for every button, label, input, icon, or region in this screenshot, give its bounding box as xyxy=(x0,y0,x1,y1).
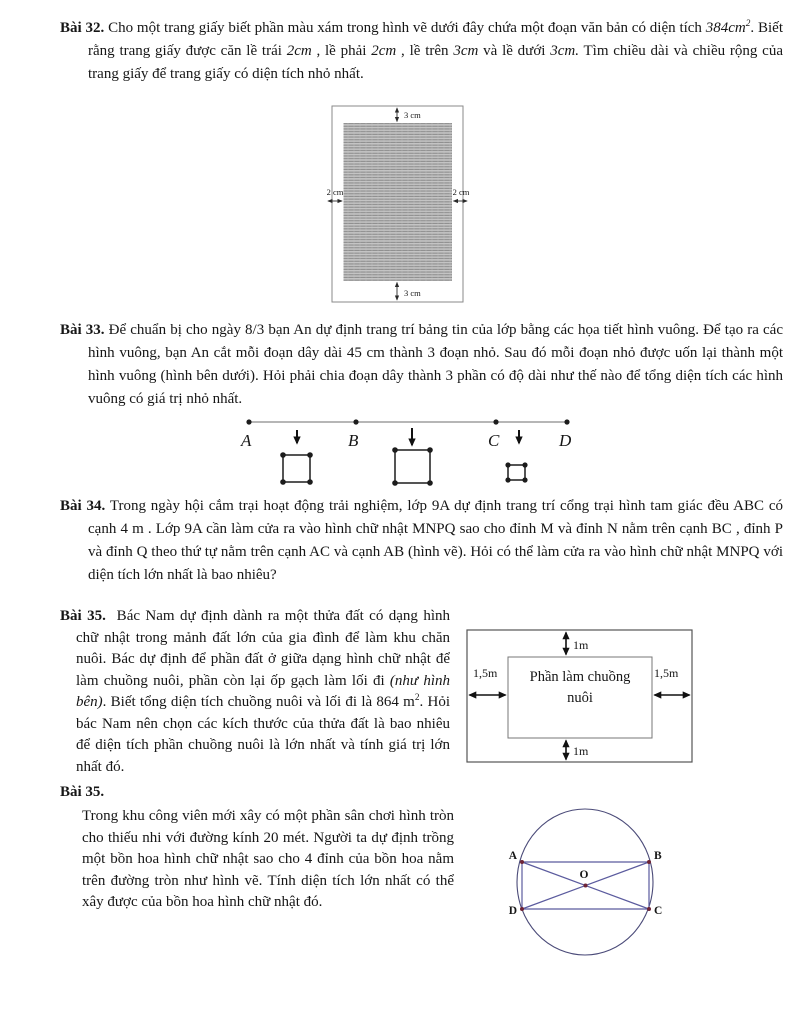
right-gap-label: 1,5m xyxy=(654,666,679,680)
problem-statement-bai-32: Bài 32. Cho một trang giấy biết phần màu xám trong hình vẽ dưới đây chứa một đoạn văn bản có diện tích $384cm^2$. Biết rằng trang giấy được căn lề trái 2cm , lề phải 2cm , lề trên 3cm và lề dưới 3cm. Tìm chiều dài và chiều rộng của trang giấy để trang giấy có diện tích nhỏ nhất. xyxy=(60,19,783,82)
left-gap-label: 1,5m xyxy=(473,666,498,680)
point-a-dot xyxy=(246,419,251,424)
bottom-margin-label: 3 cm xyxy=(404,288,421,298)
problem-statement-bai-35b: Trong khu công viên mới xây có một phần sân chơi hình tròn cho thiếu nhi với đường kính 20 mét. Người ta dự định trồng một bồn hoa hình chữ nhật sao cho 4 đỉnh của bồn hoa nằm trên đường tròn như hình vẽ. Tính diện tích lớn nhất có thể xây được của bồn hoa hình chữ nhật đó. xyxy=(82,808,454,910)
pen-label-line2: nuôi xyxy=(567,690,593,706)
pen-label-line1: Phần làm chuồng xyxy=(529,669,631,685)
vertex-c-dot xyxy=(647,907,651,911)
point-c-label: C xyxy=(488,431,500,450)
point-b-dot xyxy=(353,419,358,424)
square-2 xyxy=(392,447,433,486)
center-o-dot xyxy=(584,884,588,888)
page-margins-diagram xyxy=(300,98,480,307)
wire-squares-diagram xyxy=(228,414,592,498)
point-d-label: D xyxy=(559,431,572,450)
right-margin-label: 2 cm xyxy=(452,187,470,197)
left-margin-label: 2 cm xyxy=(326,187,344,197)
vertex-b-label: B xyxy=(654,850,662,862)
bottom-gap-label: 1m xyxy=(573,744,589,758)
point-a-label: A xyxy=(241,431,252,450)
vertex-b-dot xyxy=(647,860,651,864)
vertex-d-dot xyxy=(520,907,524,911)
vertex-a-label: A xyxy=(508,850,517,862)
problem-statement-bai-33: Bài 33. Để chuẩn bị cho ngày 8/3 bạn An dự định trang trí bảng tin của lớp bằng các họa tiết hình vuông. Để tạo ra các hình vuông, bạn An cắt mỗi đoạn dây dài 45 cm thành 3 đoạn nhỏ. Sau đó mỗi đoạn nhỏ được uốn lại thành một hình vuông (hình bên dưới). Hỏi phải chia đoạn dây thành 3 phần có độ dài như thế nào để tổng diện tích các hình vuông có giá trị nhỏ nhất. xyxy=(60,322,783,407)
square-1 xyxy=(280,452,313,485)
figure-page-margins xyxy=(300,98,480,312)
figure-wire-squares xyxy=(228,414,592,503)
square-3 xyxy=(505,462,527,482)
top-gap-label: 1m xyxy=(573,638,589,652)
point-c-dot xyxy=(493,419,498,424)
problem-statement-bai-35a: Bài 35. Bác Nam dự định dành ra một thửa đất có dạng hình chữ nhật trong mảnh đất lớn của gia đình để làm khu chăn nuôi. Bác dự định để phần đất ở giữa dạng hình chữ nhật để làm chuồng nuôi, phần còn lại ốp gạch làm lối đi (như hình bên). Biết tổng diện tích chuồng nuôi và lối đi là 864 $m^2$. Hỏi bác Nam nên chọn các kích thước của thửa đất là bao nhiêu để diện tích phần chuồng nuôi là lớn nhất và tính giá trị lớn nhất đó. xyxy=(60,608,451,775)
gray-text-block xyxy=(344,123,453,281)
vertex-d-label: D xyxy=(508,905,517,917)
problem-statement-bai-34: Bài 34. Trong ngày hội cắm trại hoạt động trải nghiệm, lớp 9A dự định trang trí cổng trại hình tam giác đều ABC có cạnh 4 m . Lớp 9A cần làm cửa ra vào hình chữ nhật MNPQ sao cho đỉnh M và đỉnh N nằm trên cạnh BC , đỉnh P và đỉnh Q theo thứ tự nằm trên cạnh AC và cạnh AB (hình vẽ). Hỏi có thể làm cửa ra vào hình chữ nhật MNPQ với diện tích lớn nhất là bao nhiêu? xyxy=(60,498,783,583)
center-o-label: O xyxy=(579,869,589,881)
circle-outline xyxy=(517,809,653,955)
point-d-dot xyxy=(564,419,569,424)
top-margin-label: 3 cm xyxy=(404,110,421,120)
figure-pen xyxy=(460,620,760,777)
heading-bai-35b: Bài 35. xyxy=(60,784,105,800)
pen-diagram xyxy=(460,620,760,772)
figure-circle-rectangle xyxy=(488,798,710,985)
point-b-label: B xyxy=(348,431,359,450)
vertex-c-label: C xyxy=(654,905,663,917)
circle-rectangle-diagram xyxy=(488,798,710,980)
vertex-a-dot xyxy=(520,860,524,864)
